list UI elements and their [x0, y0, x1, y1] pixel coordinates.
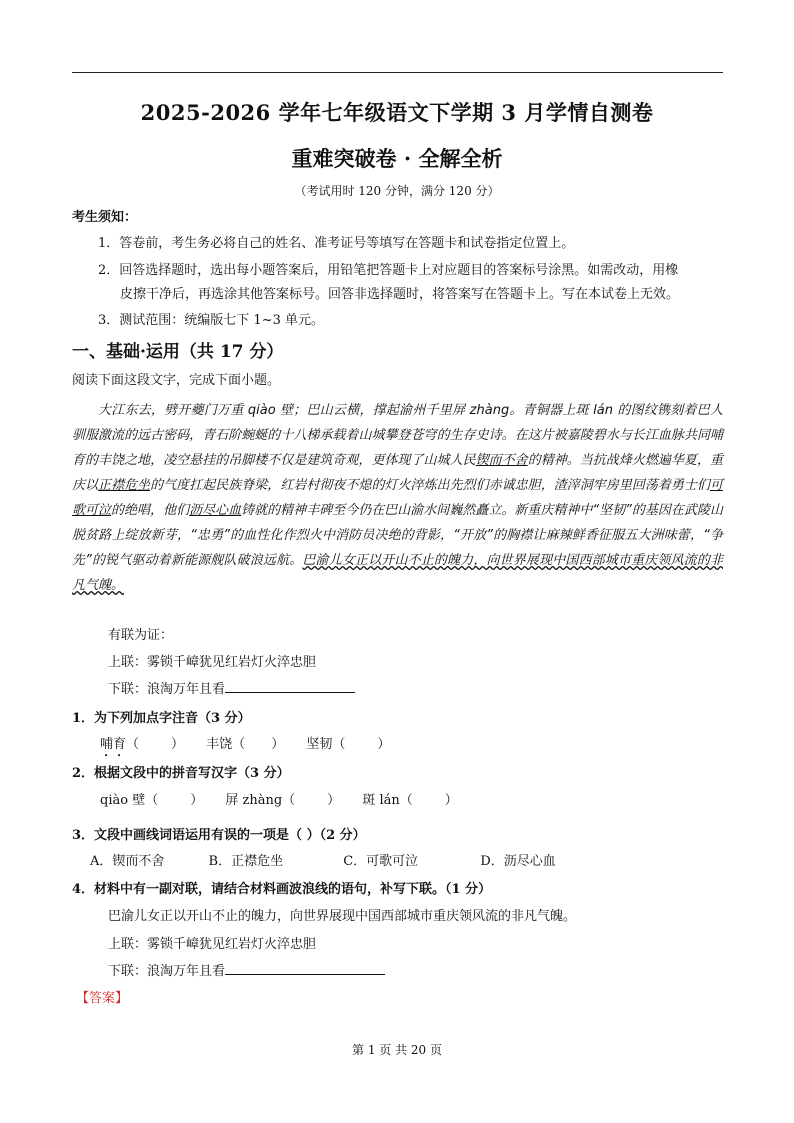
option-b[interactable]: B．正襟危坐	[208, 854, 284, 869]
couplet-upper: 上联：雾锁千嶂犹见红岩灯火淬忠胆	[108, 655, 317, 670]
notice-item-2-line1: 2．回答选择题时，选出每小题答案后，用铅笔把答题卡上对应题目的答案标号涂黑。如需改动，用橡	[98, 263, 679, 278]
notice-item-2	[98, 259, 730, 307]
header-rule	[72, 72, 723, 73]
question-1-items	[100, 733, 760, 760]
exam-subtitle: 重难突破卷 · 全解全析	[291, 146, 503, 171]
question-4-lower	[108, 960, 768, 984]
notice-heading: 考生须知：	[72, 210, 138, 225]
question-1-prompt: 1．为下列加点字注音（3 分）	[72, 711, 251, 726]
q1-item-3-close: ）	[377, 737, 391, 752]
couplet-lower-text: 下联：浪淘万年且看	[108, 682, 226, 697]
q2-item-1-close: ）	[190, 793, 204, 808]
question-4-blank[interactable]	[225, 960, 385, 975]
question-2-prompt: 2．根据文段中的拼音写汉字（3 分）	[72, 766, 290, 781]
notice-item-1: 1．答卷前，考生务必将自己的姓名、准考证号等填写在答题卡和试卷指定位置上。	[98, 236, 575, 251]
question-4-upper: 上联：雾锁千嶂犹见红岩灯火淬忠胆	[108, 937, 317, 952]
question-4-prompt: 4．材料中有一副对联，请结合材料画波浪线的语句，补写下联。（1 分）	[72, 882, 492, 897]
page-footer: 第 1 页 共 20 页	[352, 1043, 442, 1057]
exam-title: 2025-2026 学年七年级语文下学期 3 月学情自测卷	[140, 100, 654, 125]
reading-passage	[72, 398, 723, 598]
passage-text-1: 大江东去，劈开夔门万重 qiào 壁；巴山云横，撑起渝州千里屏 zhàng。青铜器上斑 lán 的图纹镌刻着巴人驯服激流的远古密码，青石阶蜿蜒的十八梯承载着山城攀登苍穹的生存史诗。在这片被嘉陵碧水与长江血脉共同哺育的丰饶之地，凌空悬挂的吊脚楼不仅是建筑奇观，更体现了山城人民	[72, 403, 723, 468]
q2-item-2-open: 屏 zhàng（	[225, 793, 296, 808]
underlined-term-1: 锲而不舍	[475, 453, 528, 468]
couplet-lower	[108, 678, 768, 702]
q2-item-3-close: ）	[444, 793, 458, 808]
couplet-intro: 有联为证：	[108, 628, 174, 643]
q2-item-2-close: ）	[327, 793, 341, 808]
option-a[interactable]: A．锲而不舍	[90, 854, 165, 869]
exam-info: （考试用时 120 分钟，满分 120 分）	[294, 184, 500, 198]
question-4-quote: 巴渝儿女正以开山不止的魄力，向世界展现中国西部城市重庆领风流的非凡气魄。	[108, 909, 577, 924]
passage-text-2: 的精神。当抗战烽火燃遍华夏，重庆以	[72, 453, 723, 493]
question-4-lower-text: 下联：浪淘万年且看	[108, 964, 226, 979]
q1-item-1-open: 哺育（	[100, 737, 140, 752]
q2-item-3-open: 斑 lán（	[362, 793, 413, 808]
passage-text-5: 铸就的精神丰碑至今仍在巴山渝水间巍然矗立。新重庆精神中“坚韧”的基因在武陵山脱贫路上绽放新芽，“忠勇”的血性化作烈火中消防员决绝的背影，“开放”的胸襟让麻辣鲜香征服五大洲味蕾，“争先”的锐气驱动着新能源舰队破浪远航。	[72, 503, 723, 568]
option-d[interactable]: D．沥尽心血	[480, 854, 556, 869]
underlined-term-3: 可歌可泣	[72, 478, 723, 518]
answer-label: 【答案】	[76, 991, 129, 1006]
notice-item-2-line2: 皮擦干净后，再选涂其他答案标号。回答非选择题时，将答案写在答题卡上。写在本试卷上无效。	[120, 287, 680, 302]
passage-text-3: 的气度扛起民族脊梁，红岩村彻夜不熄的灯火淬炼出先烈们赤诚忠胆，渣滓洞牢房里回荡着勇士们	[150, 478, 710, 493]
underlined-term-4: 沥尽心血	[189, 503, 242, 518]
wavy-underlined-sentence: 巴渝儿女正以开山不止的魄力，向世界展现中国西部城市重庆领风流的非凡气魄。	[72, 553, 723, 593]
section-intro: 阅读下面这段文字，完成下面小题。	[72, 373, 281, 388]
option-c[interactable]: C．可歌可泣	[343, 854, 419, 869]
couplet-blank[interactable]	[225, 678, 355, 693]
notice-item-3: 3．测试范围：统编版七下 1~3 单元。	[98, 313, 324, 328]
question-3-options	[90, 850, 750, 874]
question-2-items	[100, 789, 760, 813]
q1-item-1-close: ）	[171, 737, 185, 752]
question-3-prompt: 3．文段中画线词语运用有误的一项是（ ）（2 分）	[72, 828, 366, 843]
q2-item-1-open: qiào 壁（	[100, 793, 159, 808]
q1-item-3-open: 坚韧（	[306, 737, 346, 752]
section-heading: 一、基础·运用（共 17 分）	[72, 342, 284, 362]
q1-item-2-close: ）	[271, 737, 285, 752]
passage-text-4: 的绝唱，他们	[111, 503, 190, 518]
q1-item-2-open: 丰饶（	[206, 737, 246, 752]
underlined-term-2: 正襟危坐	[98, 478, 151, 493]
